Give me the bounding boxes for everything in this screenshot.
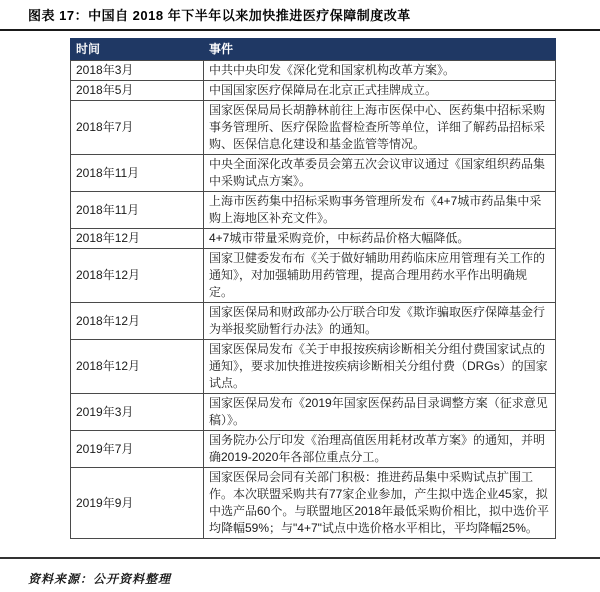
event-cell: 国务院办公厅印发《治理高值医用耗材改革方案》的通知，并明确2019-2020年各部位重点分工。 bbox=[204, 431, 556, 468]
time-cell: 2018年12月 bbox=[71, 229, 204, 249]
table-header-row bbox=[71, 39, 556, 61]
table-row bbox=[71, 192, 556, 229]
time-cell: 2018年11月 bbox=[71, 155, 204, 192]
table-row bbox=[71, 394, 556, 431]
source-note: 资料来源：公开资料整理 bbox=[28, 572, 172, 586]
events-table bbox=[70, 38, 556, 539]
table-row bbox=[71, 101, 556, 155]
event-cell: 国家医保局会同有关部门积极：推进药品集中采购试点扩围工作。本次联盟采购共有77家企业参加，产生拟中选企业45家，拟中选产品60个。与联盟地区2018年最低采购价相比，拟中选价平均降幅59%；与"4+7"试点中选价格水平相比，平均降幅25%。 bbox=[204, 468, 556, 539]
time-cell: 2018年12月 bbox=[71, 340, 204, 394]
event-cell: 中央全面深化改革委员会第五次会议审议通过《国家组织药品集中采购试点方案》。 bbox=[204, 155, 556, 192]
time-cell: 2018年7月 bbox=[71, 101, 204, 155]
event-cell: 国家医保局和财政部办公厅联合印发《欺诈骗取医疗保障基金行为举报奖励暂行办法》的通知。 bbox=[204, 303, 556, 340]
table-row bbox=[71, 431, 556, 468]
top-rule bbox=[0, 29, 600, 31]
column-header-event: 事件 bbox=[204, 39, 556, 61]
time-cell: 2018年12月 bbox=[71, 303, 204, 340]
bottom-rule bbox=[0, 557, 600, 559]
report-page bbox=[0, 8, 600, 592]
time-cell: 2019年9月 bbox=[71, 468, 204, 539]
figure-title: 图表 17：中国自 2018 年下半年以来加快推进医疗保障制度改革 bbox=[28, 8, 411, 23]
event-cell: 上海市医药集中招标采购事务管理所发布《4+7城市药品集中采购上海地区补充文件》。 bbox=[204, 192, 556, 229]
time-cell: 2019年7月 bbox=[71, 431, 204, 468]
table-row bbox=[71, 81, 556, 101]
event-cell: 国家医保局发布《2019年国家医保药品目录调整方案（征求意见稿）》。 bbox=[204, 394, 556, 431]
table-row bbox=[71, 249, 556, 303]
event-cell: 4+7城市带量采购竞价，中标药品价格大幅降低。 bbox=[204, 229, 556, 249]
table-row bbox=[71, 61, 556, 81]
table-row bbox=[71, 468, 556, 539]
event-cell: 中国国家医疗保障局在北京正式挂牌成立。 bbox=[204, 81, 556, 101]
event-cell: 国家医保局发布《关于申报按疾病诊断相关分组付费国家试点的通知》，要求加快推进按疾病诊断相关分组付费（DRGs）的国家试点。 bbox=[204, 340, 556, 394]
time-cell: 2018年5月 bbox=[71, 81, 204, 101]
event-cell: 国家医保局局长胡静林前往上海市医保中心、医药集中招标采购事务管理所、医疗保险监督检查所等单位，详细了解药品招标采购、医保信息化建设和基金监管等情况。 bbox=[204, 101, 556, 155]
time-cell: 2019年3月 bbox=[71, 394, 204, 431]
table-row bbox=[71, 155, 556, 192]
table-row bbox=[71, 340, 556, 394]
time-cell: 2018年3月 bbox=[71, 61, 204, 81]
column-header-time: 时间 bbox=[71, 39, 204, 61]
event-cell: 国家卫健委发布布《关于做好辅助用药临床应用管理有关工作的通知》，对加强辅助用药管理，提高合理用药水平作出明确规定。 bbox=[204, 249, 556, 303]
event-cell: 中共中央印发《深化党和国家机构改革方案》。 bbox=[204, 61, 556, 81]
table-row bbox=[71, 229, 556, 249]
time-cell: 2018年12月 bbox=[71, 249, 204, 303]
time-cell: 2018年11月 bbox=[71, 192, 204, 229]
table-body bbox=[71, 61, 556, 539]
table-row bbox=[71, 303, 556, 340]
